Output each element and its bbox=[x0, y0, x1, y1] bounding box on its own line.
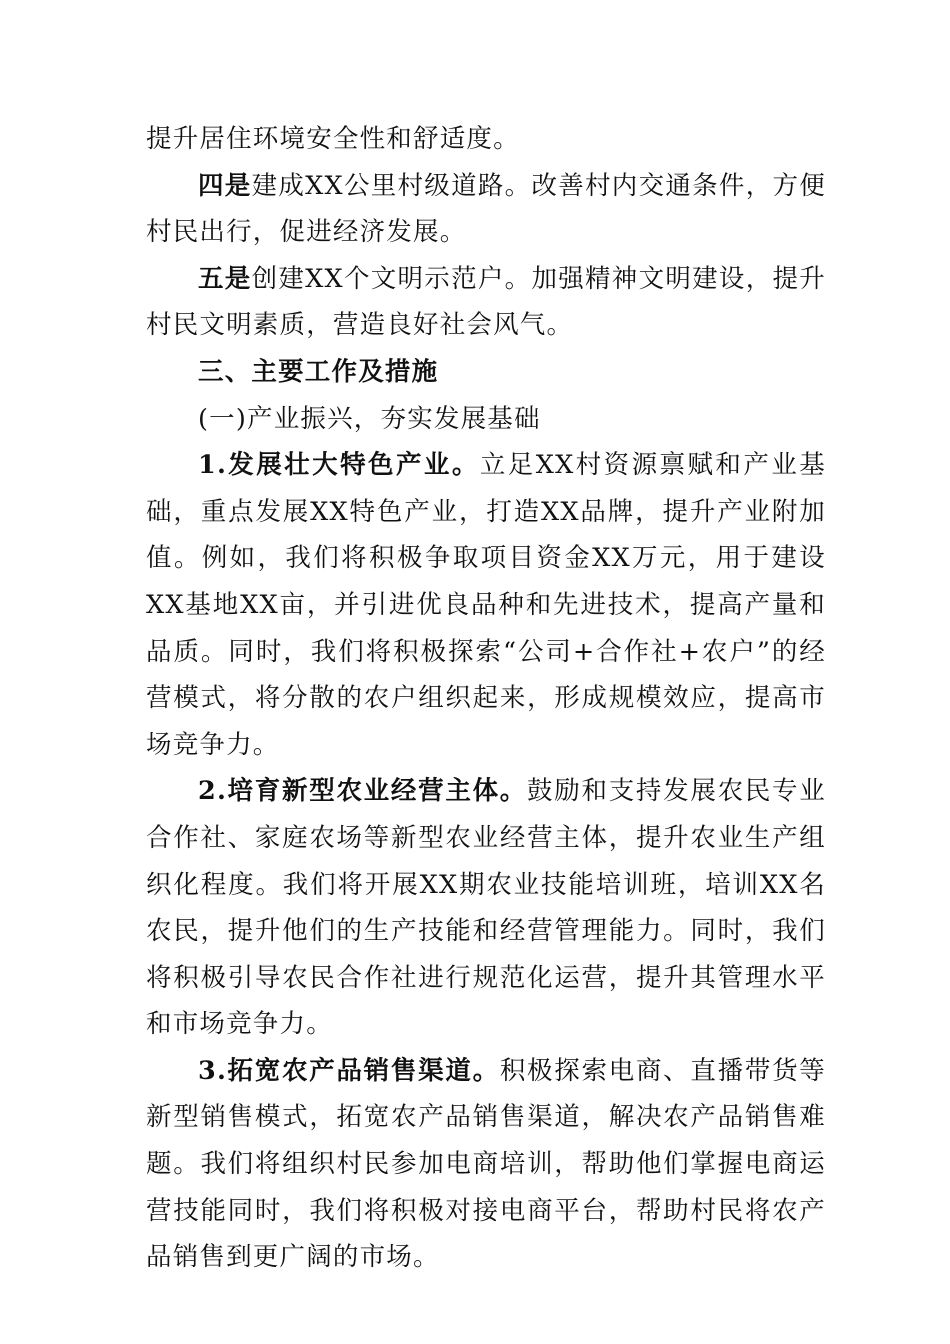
item-3-text: 积极探索电商、直播带货等新型销售模式，拓宽农产品销售渠道，解决农产品销售难题。我们将组织村民参加电商培训，帮助他们掌握电商运营技能同时，我们将积极对接电商平台，帮助村民将农产品销售到更广阔的市场。 bbox=[146, 1055, 826, 1273]
item-3-lead: 3.拓宽农产品销售渠道。 bbox=[198, 1055, 500, 1086]
goal-five-lead: 五是 bbox=[198, 263, 252, 294]
goal-four-lead: 四是 bbox=[198, 170, 252, 201]
paragraph-item-3 bbox=[146, 1048, 826, 1281]
paragraph-item-1 bbox=[146, 442, 826, 768]
paragraph-goal-four bbox=[146, 163, 826, 256]
paragraph-item-2 bbox=[146, 768, 826, 1048]
paragraph-continued: 提升居住环境安全性和舒适度。 bbox=[146, 124, 520, 154]
item-1-lead: 1.发展壮大特色产业。 bbox=[198, 450, 480, 481]
goal-five-text: 创建XX个文明示范户。加强精神文明建设，提升村民文明素质，营造良好社会风气。 bbox=[146, 263, 826, 341]
item-2-lead: 2.培育新型农业经营主体。 bbox=[198, 776, 528, 807]
goal-four-text: 建成XX公里村级道路。改善村内交通条件，方便村民出行，促进经济发展。 bbox=[146, 170, 826, 248]
paragraph-goal-five bbox=[146, 256, 826, 349]
sub-heading: (一)产业振兴，夯实发展基础 bbox=[198, 403, 541, 434]
section-heading: 三、主要工作及措施 bbox=[198, 356, 439, 387]
document-page bbox=[146, 116, 826, 1281]
item-1-text: 立足XX村资源禀赋和产业基础，重点发展XX特色产业，打造XX品牌，提升产业附加值。例如，我们将积极争取项目资金XX万元，用于建设XX基地XX亩，并引进优良品种和先进技术，提高产量和品质。同时，我们将积极探索“公司+合作社+农户”的经营模式，将分散的农户组织起来，形成规模效应，提高市场竞争力。 bbox=[146, 450, 826, 760]
item-2-text: 鼓励和支持发展农民专业合作社、家庭农场等新型农业经营主体，提升农业生产组织化程度。我们将开展XX期农业技能培训班，培训XX名农民，提升他们的生产技能和经营管理能力。同时，我们将积极引导农民合作社进行规范化运营，提升其管理水平和市场竞争力。 bbox=[146, 776, 826, 1040]
